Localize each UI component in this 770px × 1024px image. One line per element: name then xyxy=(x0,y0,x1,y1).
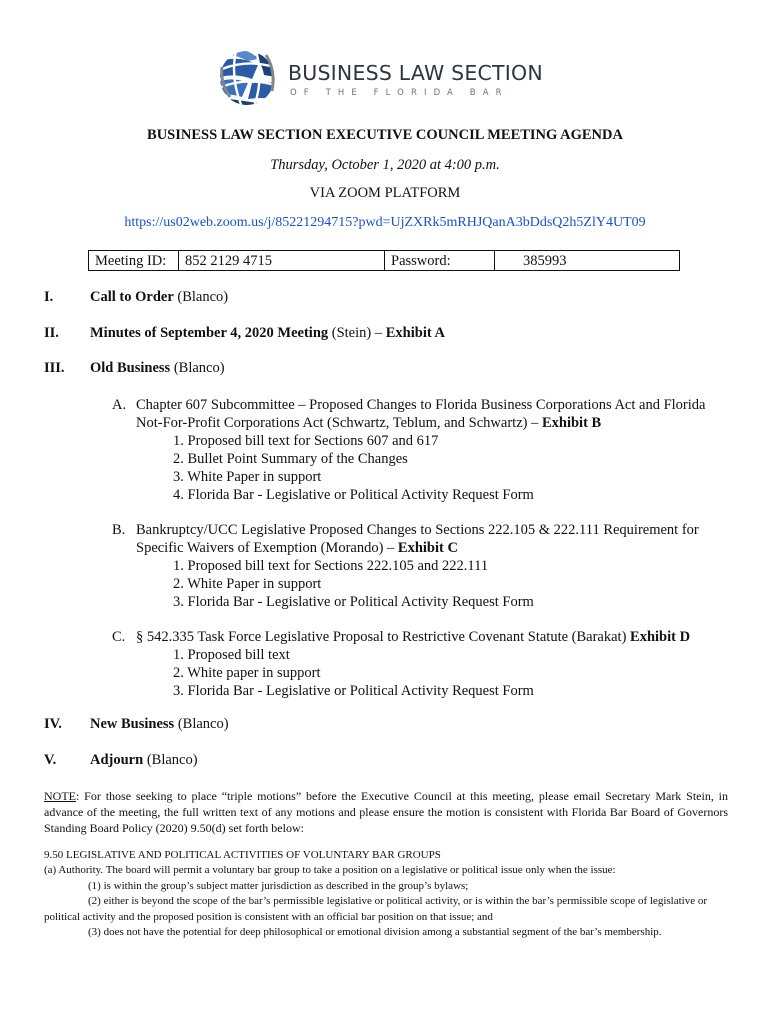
logo-subtitle: OF THE FLORIDA BAR xyxy=(290,88,509,98)
old-business-item xyxy=(112,628,732,700)
item-list xyxy=(173,432,732,504)
note-label: NOTE xyxy=(44,789,76,803)
agenda-title: BUSINESS LAW SECTION EXECUTIVE COUNCIL MEETING AGENDA xyxy=(147,127,623,143)
list-item: 2. White paper in support xyxy=(173,665,321,681)
section-number: V. xyxy=(44,752,57,768)
item-list xyxy=(173,646,732,700)
section-presenter: (Stein) – xyxy=(328,325,386,341)
section-presenter: (Blanco) xyxy=(170,360,225,376)
note-paragraph xyxy=(44,788,728,836)
zoom-link[interactable]: https://us02web.zoom.us/j/85221294715?pwd=UjZXRk5mRHJQanA3bDdsQ2h5ZlY4UT09 xyxy=(124,215,646,230)
old-business-item xyxy=(112,396,732,504)
list-item: 3. Florida Bar - Legislative or Political Activity Request Form xyxy=(173,594,534,610)
meeting-platform: VIA ZOOM PLATFORM xyxy=(309,185,461,201)
meeting-date: Thursday, October 1, 2020 at 4:00 p.m. xyxy=(270,157,500,173)
section-title: Old Business xyxy=(90,360,171,376)
item-exhibit: Exhibit B xyxy=(541,415,602,431)
item-list xyxy=(173,557,732,611)
globe-logo-icon xyxy=(218,47,276,109)
meeting-id-value: 852 2129 4715 xyxy=(179,251,385,271)
item-letter: C. xyxy=(112,629,126,645)
section-number: II. xyxy=(44,325,59,341)
policy-heading: 9.50 LEGISLATIVE AND POLITICAL ACTIVITIES OF VOLUNTARY BAR GROUPS xyxy=(44,849,441,861)
section-number: IV. xyxy=(44,716,62,732)
section-title: Call to Order xyxy=(90,289,174,305)
policy-clause: (1) is within the group’s subject matter jurisdiction as described in the group’s bylaws; xyxy=(88,879,469,892)
password-value: 385993 xyxy=(495,251,680,271)
list-item: 1. Proposed bill text for Sections 607 and 617 xyxy=(173,433,439,449)
meeting-credentials-table xyxy=(88,250,680,271)
policy-authority: (a) Authority. The board will permit a voluntary bar group to take a position on a legislative or political issue only when the issue: xyxy=(44,864,616,877)
item-exhibit: Exhibit D xyxy=(630,629,691,645)
note-text: : For those seeking to place “triple motions” before the Executive Council at this meeting, please email Secretary Mark Stein, in advance of the meeting, the full written text of any motions and please ensure the motion is consistent with Florida Bar Board of Governors Standing Board Policy (2020) 9.50(d) set forth below: xyxy=(44,789,728,835)
section-presenter: (Blanco) xyxy=(174,716,229,732)
list-item: 3. White Paper in support xyxy=(173,469,322,485)
policy-excerpt xyxy=(44,848,734,940)
policy-clause: (3) does not have the potential for deep philosophical or emotional division among a substantial segment of the bar’s membership. xyxy=(88,926,662,939)
list-item: 1. Proposed bill text for Sections 222.105 and 222.111 xyxy=(173,558,489,574)
section-exhibit: Exhibit A xyxy=(385,325,445,341)
list-item: 3. Florida Bar - Legislative or Political Activity Request Form xyxy=(173,683,534,699)
section-title: Adjourn xyxy=(90,752,144,768)
list-item: 2. White Paper in support xyxy=(173,576,322,592)
item-exhibit: Exhibit C xyxy=(397,540,458,556)
section-number: III. xyxy=(44,360,65,376)
list-item: 1. Proposed bill text xyxy=(173,647,290,663)
item-text: Chapter 607 Subcommittee – Proposed Changes to Florida Business Corporations Act and Florida Not-For-Profit Corporations Act (Schwartz, Teblum, and Schwartz) – xyxy=(136,397,706,431)
item-text: Bankruptcy/UCC Legislative Proposed Changes to Sections 222.105 & 222.111 Requirement for Specific Waivers of Exemption (Morando) – xyxy=(136,522,699,556)
section-presenter: (Blanco) xyxy=(173,289,229,305)
list-item: 4. Florida Bar - Legislative or Political Activity Request Form xyxy=(173,487,534,503)
logo-title: BUSINESS LAW SECTION xyxy=(288,61,543,85)
item-letter: B. xyxy=(112,522,126,538)
policy-clause: (2) either is beyond the scope of the bar’s permissible legislative or political activity, or is within the bar’s permissible scope of legislative or political activity and the proposed position is consistent with an official bar position on that issue; and xyxy=(44,895,708,923)
section-title: Minutes of September 4, 2020 Meeting xyxy=(90,325,329,341)
section-number: I. xyxy=(44,289,54,305)
old-business-item xyxy=(112,521,732,611)
section-presenter: (Blanco) xyxy=(143,752,198,768)
list-item: 2. Bullet Point Summary of the Changes xyxy=(173,451,408,467)
business-law-section-logo xyxy=(218,47,563,109)
section-title: New Business xyxy=(90,716,175,732)
password-label: Password: xyxy=(385,251,495,271)
item-letter: A. xyxy=(112,397,127,413)
meeting-id-label: Meeting ID: xyxy=(89,251,179,271)
item-text: § 542.335 Task Force Legislative Proposal to Restrictive Covenant Statute (Barakat) xyxy=(136,629,631,645)
